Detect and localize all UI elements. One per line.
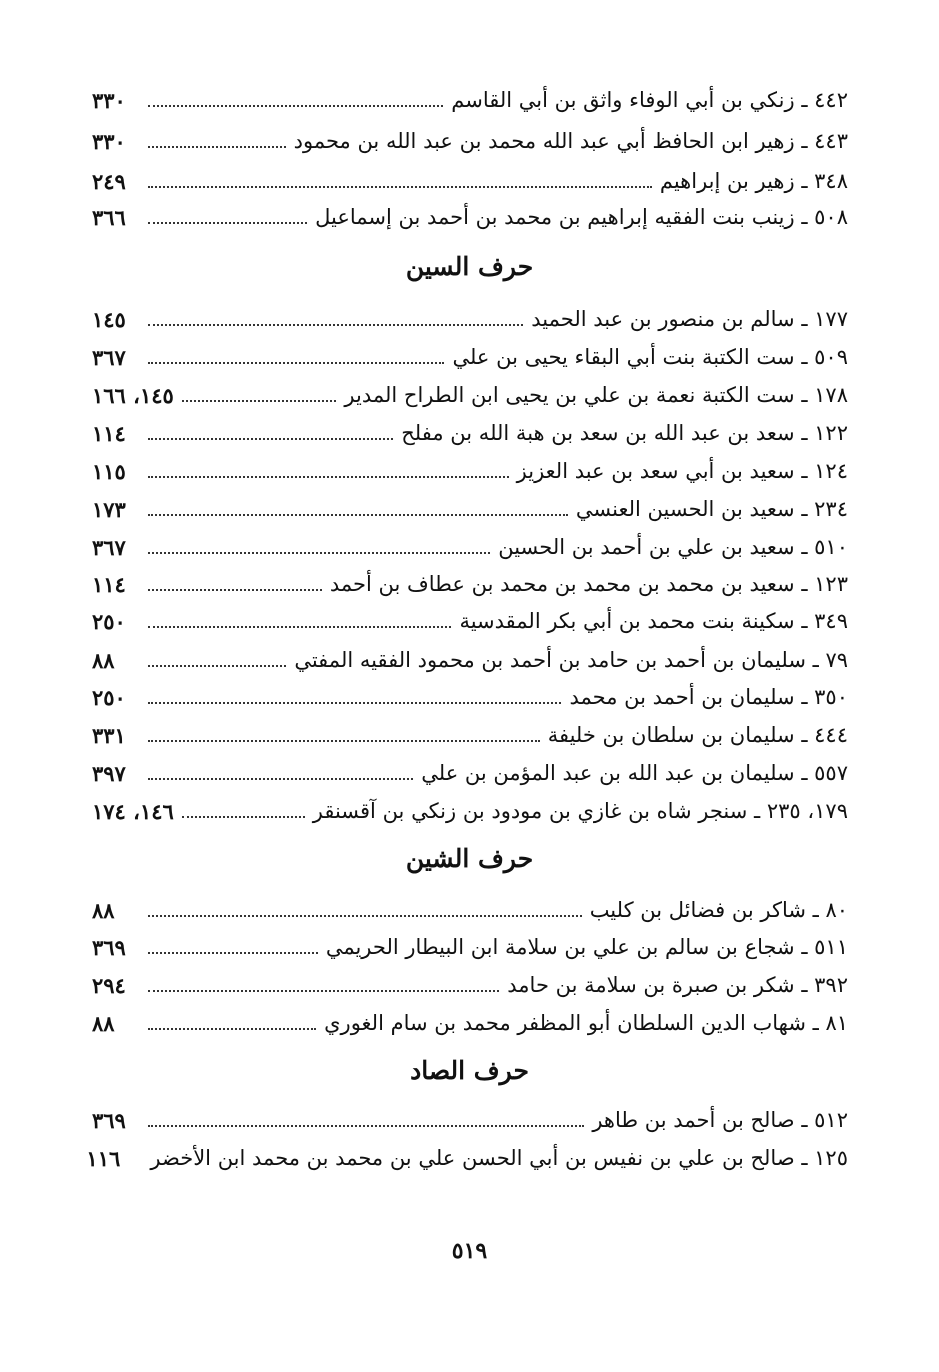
- entry-pages: ٢٤٩: [92, 168, 126, 194]
- index-entry: [92, 491, 848, 527]
- entry-name: ٥١٠ ـ سعيد بن علي بن أحمد بن الحسين: [498, 535, 848, 559]
- dot-leader: [148, 1028, 316, 1030]
- dot-leader: [148, 952, 318, 954]
- entry-name: ٨٠ ـ شاكر بن فضائل بن كليب: [589, 898, 848, 922]
- dot-leader: [148, 626, 451, 628]
- dot-leader: [148, 105, 443, 107]
- entry-pages: ١١٦: [86, 1145, 121, 1171]
- entry-pages: ٣٦٩: [92, 934, 126, 960]
- dot-leader: [148, 222, 307, 224]
- entry-pages: ٨٨: [92, 1010, 115, 1036]
- index-entry: [92, 967, 848, 1003]
- index-entry: [92, 199, 848, 235]
- index-entry: [92, 453, 848, 489]
- entry-name: ٥٠٨ ـ زينب بنت الفقيه إبراهيم بن محمد بن أحمد بن إسماعيل: [315, 205, 848, 229]
- entry-pages: ١١٤: [92, 571, 126, 597]
- index-entry: [92, 717, 848, 753]
- entry-name: ٤٤٤ ـ سليمان بن سلطان بن خليفة: [547, 723, 848, 747]
- dot-leader: [182, 816, 305, 818]
- index-entry: [92, 529, 848, 565]
- entry-name: ١٢٣ ـ سعيد بن محمد بن محمد بن محمد بن عطاف بن أحمد: [329, 572, 848, 596]
- entry-name: ٥١١ ـ شجاع بن سالم بن علي بن سلامة ابن البيطار الحريمي: [325, 935, 848, 959]
- entry-name: ٢٣٤ ـ سعيد بن الحسين العنسي: [575, 497, 848, 521]
- dot-leader: [148, 740, 540, 742]
- entry-pages: ٣٦٦: [92, 204, 126, 230]
- dot-leader: [148, 702, 561, 704]
- entry-pages: ١٤٦، ١٧٤: [92, 798, 174, 824]
- dot-leader: [182, 400, 337, 402]
- index-entry: [92, 301, 848, 337]
- entry-name: ٥١٢ ـ صالح بن أحمد بن طاهر: [592, 1108, 848, 1132]
- entry-pages: ٢٩٤: [92, 972, 126, 998]
- dot-leader: [148, 990, 499, 992]
- index-entry: [92, 163, 848, 199]
- dot-leader: [148, 589, 322, 591]
- index-entry: [92, 892, 848, 928]
- index-entry: [92, 642, 848, 678]
- entry-name: ١٢٥ ـ صالح بن علي بن نفيس بن أبي الحسن علي بن محمد بن محمد ابن الأخضر: [150, 1146, 848, 1170]
- entry-pages: ١٧٣: [92, 496, 126, 522]
- index-entry: [92, 1102, 848, 1138]
- dot-leader: [148, 915, 582, 917]
- entry-pages: ٣٣٠: [92, 87, 126, 113]
- entry-name: ٤٤٢ ـ زنكي بن أبي الوفاء واثق بن أبي القاسم: [451, 88, 848, 112]
- index-entry: [92, 377, 848, 413]
- entry-name: ١٧٩، ٢٣٥ ـ سنجر شاه بن غازي بن مودود بن زنكي بن آقسنقر: [312, 799, 848, 823]
- dot-leader: [148, 514, 568, 516]
- entry-pages: ٣٩٧: [92, 760, 126, 786]
- entry-pages: ١١٤: [92, 420, 126, 446]
- entry-name: ٤٤٣ ـ زهير ابن الحافظ أبي عبد الله محمد بن عبد الله بن محمود: [293, 129, 848, 153]
- index-entry: [86, 1140, 848, 1176]
- section-heading: حرف الشين: [405, 844, 534, 873]
- entry-name: ٣٥٠ ـ سليمان بن أحمد بن محمد: [569, 685, 848, 709]
- index-entry: [92, 566, 848, 602]
- entry-name: ٧٩ ـ سليمان بن أحمد بن حامد بن أحمد بن محمود الفقيه المفتي: [294, 648, 848, 672]
- index-entry: [92, 415, 848, 451]
- entry-name: ١٢٤ ـ سعيد بن أبي سعد بن عبد العزيز: [516, 459, 848, 483]
- dot-leader: [148, 324, 523, 326]
- entry-name: ٣٩٢ ـ شكر بن صبرة بن سلامة بن حامد: [507, 973, 848, 997]
- entry-pages: ٨٨: [92, 897, 115, 923]
- entry-pages: ٨٨: [92, 647, 115, 673]
- entry-pages: ١٤٥، ١٦٦: [92, 382, 174, 408]
- entry-pages: ٣٦٧: [92, 344, 126, 370]
- entry-pages: ١٤٥: [92, 306, 126, 332]
- dot-leader: [148, 778, 413, 780]
- dot-leader: [148, 362, 444, 364]
- entry-pages: ٣٦٧: [92, 534, 126, 560]
- entry-pages: ١١٥: [92, 458, 126, 484]
- entry-name: ٣٤٩ ـ سكينة بنت محمد بن أبي بكر المقدسية: [459, 609, 848, 633]
- dot-leader: [148, 476, 509, 478]
- entry-pages: ٢٥٠: [92, 608, 126, 634]
- entry-name: ١٧٨ ـ ست الكتبة نعمة بن علي بن يحيى ابن الطراح المدير: [344, 383, 848, 407]
- index-entry: [92, 679, 848, 715]
- index-entry: [92, 123, 848, 159]
- dot-leader: [148, 665, 286, 667]
- entry-pages: ٣٣١: [92, 722, 126, 748]
- dot-leader: [148, 186, 652, 188]
- dot-leader: [148, 1125, 584, 1127]
- entry-pages: ٣٣٠: [92, 128, 126, 154]
- index-entry: [92, 755, 848, 791]
- section-heading: حرف السين: [405, 252, 534, 281]
- dot-leader: [148, 552, 490, 554]
- entry-name: ٥٥٧ ـ سليمان بن عبد الله بن عبد المؤمن بن علي: [421, 761, 848, 785]
- entry-name: ٥٠٩ ـ ست الكتبة بنت أبي البقاء يحيى بن علي: [452, 345, 848, 369]
- entry-pages: ٢٥٠: [92, 684, 126, 710]
- index-entry: [92, 793, 848, 829]
- entry-name: ١٧٧ ـ سالم بن منصور بن عبد الحميد: [531, 307, 848, 331]
- index-entry: [92, 603, 848, 639]
- dot-leader: [148, 146, 286, 148]
- entry-name: ٣٤٨ ـ زهير بن إبراهيم: [659, 169, 848, 193]
- page-number: ٥١٩: [451, 1238, 488, 1264]
- index-entry: [92, 339, 848, 375]
- section-heading: حرف الصاد: [410, 1056, 529, 1085]
- dot-leader: [148, 438, 393, 440]
- index-entry: [92, 82, 848, 118]
- entry-name: ١٢٢ ـ سعد بن عبد الله بن سعد بن هبة الله بن مفلح: [401, 421, 848, 445]
- index-entry: [92, 1005, 848, 1041]
- index-entry: [92, 929, 848, 965]
- entry-pages: ٣٦٩: [92, 1107, 126, 1133]
- entry-name: ٨١ ـ شهاب الدين السلطان أبو المظفر محمد بن سام الغوري: [324, 1011, 848, 1035]
